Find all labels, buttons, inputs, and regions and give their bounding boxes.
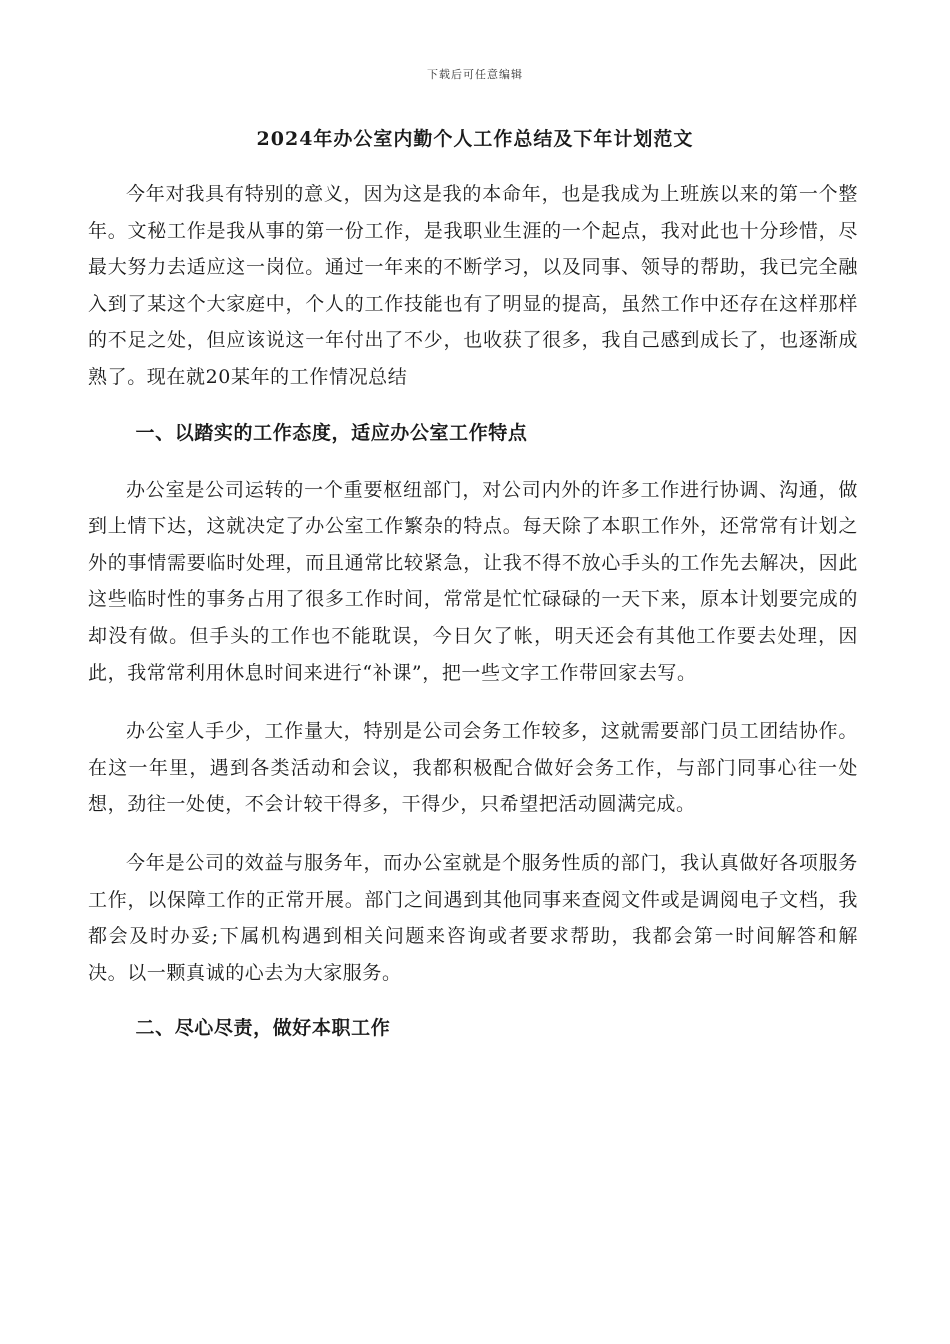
section-heading-2: 二、尽心尽责，做好本职工作 bbox=[135, 1017, 391, 1040]
document-body bbox=[88, 176, 858, 1067]
intro-paragraph: 今年对我具有特别的意义，因为这是我的本命年，也是我成为上班族以来的第一个整年。文秘工作是我从事的第一份工作，是我职业生涯的一个起点，我对此也十分珍惜，尽最大努力去适应这一岗位。通过一年来的不断学习，以及同事、领导的帮助，我已完全融入到了某这个大家庭中，个人的工作技能也有了明显的提高，虽然工作中还存在这样那样的不足之处，但应该说这一年付出了不少，也收获了很多，我自己感到成长了，也逐渐成熟了。现在就20某年的工作情况总结 bbox=[88, 183, 858, 388]
section-1-paragraph-2: 办公室人手少，工作量大，特别是公司会务工作较多，这就需要部门员工团结协作。在这一年里，遇到各类活动和会议，我都积极配合做好会务工作，与部门同事心往一处想，劲往一处使，不会计较干得多，干得少，只希望把活动圆满完成。 bbox=[88, 720, 858, 816]
section-heading-1: 一、以踏实的工作态度，适应办公室工作特点 bbox=[135, 421, 528, 444]
header-note: 下载后可任意编辑 bbox=[427, 68, 523, 81]
document-title: 2024年办公室内勤个人工作总结及下年计划范文 bbox=[256, 128, 694, 150]
section-1-paragraph-3: 今年是公司的效益与服务年，而办公室就是个服务性质的部门，我认真做好各项服务工作，以保障工作的正常开展。部门之间遇到其他同事来查阅文件或是调阅电子文档，我都会及时办妥;下属机构遇到相关问题来咨询或者要求帮助，我都会第一时间解答和解决。以一颗真诚的心去为大家服务。 bbox=[88, 851, 858, 984]
section-1-paragraph-1: 办公室是公司运转的一个重要枢纽部门，对公司内外的许多工作进行协调、沟通，做到上情下达，这就决定了办公室工作繁杂的特点。每天除了本职工作外，还常常有计划之外的事情需要临时处理，而且通常比较紧急，让我不得不放心手头的工作先去解决，因此这些临时性的事务占用了很多工作时间，常常是忙忙碌碌的一天下来，原本计划要完成的却没有做。但手头的工作也不能耽误，今日欠了帐，明天还会有其他工作要去处理，因此，我常常利用休息时间来进行“补课”，把一些文字工作带回家去写。 bbox=[88, 478, 858, 684]
